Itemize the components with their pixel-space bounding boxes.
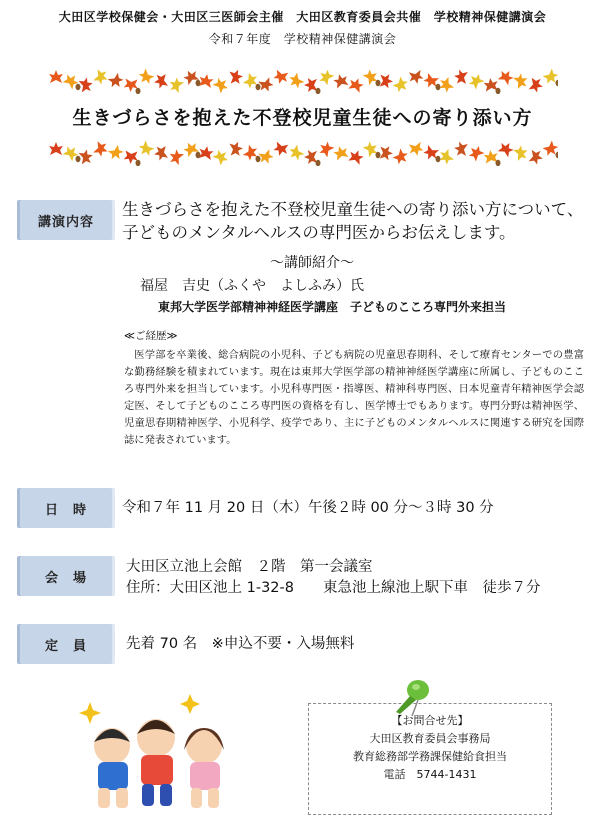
leaf-icon	[528, 149, 544, 166]
leaf-icon	[392, 148, 411, 166]
leaf-icon	[304, 78, 317, 92]
capacity-label: 定 員	[20, 624, 112, 664]
leaf-icon	[542, 68, 558, 87]
contact-phone: 電話 5744-1431	[383, 768, 477, 781]
leaf-icon	[513, 72, 530, 90]
leaf-icon	[229, 141, 243, 156]
leaf-icon	[380, 146, 394, 161]
capacity-value: 先着 70 名 ※申込不要・入場無料	[126, 636, 355, 652]
acorn-icon	[556, 80, 559, 86]
lecture-label: 講演内容	[20, 200, 112, 240]
leaf-icon	[347, 148, 365, 165]
leaf-icon	[392, 76, 411, 94]
leaf-icon	[466, 143, 485, 162]
leaf-icon	[513, 144, 530, 162]
acorn-icon	[136, 160, 141, 166]
leaf-icon	[93, 68, 110, 86]
leaf-icon	[136, 140, 155, 159]
leaf-icon	[497, 140, 516, 158]
leaf-icon	[453, 69, 468, 85]
venue-name: 大田区立池上会館 ２階 第一会議室	[126, 559, 373, 575]
acorn-icon	[496, 160, 501, 166]
acorn-icon	[316, 88, 321, 94]
leaf-icon	[316, 140, 335, 158]
acorn-icon	[136, 88, 141, 94]
leaf-icon	[136, 68, 155, 87]
leaf-icon	[198, 145, 214, 160]
leaf-icon	[49, 70, 63, 83]
leaf-icon	[107, 144, 126, 162]
acorn-icon	[376, 80, 381, 86]
acorn-icon	[76, 84, 81, 90]
acorn-icon	[256, 156, 261, 162]
acorn-icon	[376, 152, 381, 158]
leaf-icon	[528, 77, 544, 94]
leaf-icon	[212, 75, 231, 94]
venue-label: 会 場	[20, 556, 112, 596]
leaf-icon	[453, 141, 468, 157]
leaf-icon	[167, 148, 185, 166]
date-value: 令和７年 11 月 20 日（木）午後２時 00 分～３時 30 分	[122, 500, 494, 516]
leaf-icon	[212, 147, 231, 166]
date-label: 日 時	[20, 488, 112, 528]
pushpin-icon	[392, 676, 442, 718]
leaf-icon	[497, 68, 516, 86]
career-text: 医学部を卒業後、総合病院の小児科、子ども病院の児童思春期科、そして療育センターでの豊富な勤務経験を積まれています。現在は東邦大学医学部の精神神経医学講座に所属し、子どものこころ専門外来を担当しています。小児科専門医・指導医、精神科専門医、日本児童青年精神医学会認定医、そして子どものこころ専門医の資格を有し、医学博士でもあります。専門分野は精神医学、児童思春期精神医学、小児科学、疫学であり、主に子どものメンタルヘルスに関連する研究を国際誌に発表されています。	[124, 349, 584, 446]
leaf-icon	[198, 73, 214, 88]
leaf-icon	[78, 148, 94, 165]
leaf-icon	[78, 76, 94, 93]
contact-heading: 【お問合せ先】	[391, 714, 469, 727]
leaf-icon	[167, 76, 185, 94]
contact-box	[308, 703, 552, 815]
leaf-icon	[286, 72, 305, 91]
speaker-affiliation: 東邦大学医学部精神神経医学講座 子どものこころ専門外来担当	[158, 300, 507, 314]
leaf-icon	[347, 76, 365, 93]
leaf-icon	[229, 69, 243, 84]
contact-department: 教育総務部学務課保健給食担当	[353, 750, 507, 763]
autumn-leaves-icon	[48, 68, 558, 94]
acorn-icon	[556, 152, 559, 158]
leaf-icon	[332, 72, 349, 89]
acorn-icon	[76, 156, 81, 162]
career-heading: ≪ご経歴≫	[124, 330, 178, 342]
leaf-icon	[272, 69, 289, 85]
leaf-icon	[272, 141, 289, 157]
lecture-description: 生きづらさを抱えた不登校児童生徒への寄り添い方について、子どものメンタルヘルスの専門医からお伝えします。	[122, 200, 584, 242]
acorn-icon	[316, 160, 321, 166]
leaf-icon	[380, 74, 394, 89]
acorn-icon	[256, 84, 261, 90]
leaf-icon	[286, 144, 305, 163]
contact-office: 大田区教育委員会事務局	[369, 732, 491, 745]
leaf-icon	[542, 140, 558, 159]
leaf-icon	[153, 73, 168, 89]
leaf-icon	[93, 140, 110, 158]
speaker-intro-heading: ～講師紹介～	[270, 255, 354, 271]
acorn-icon	[496, 88, 501, 94]
leaf-icon	[408, 142, 424, 158]
leaf-icon	[466, 71, 485, 90]
venue-address: 住所：大田区池上 1-32-8 東急池上線池上駅下車 徒歩７分	[126, 580, 541, 596]
leaf-icon	[408, 70, 424, 86]
organizers-line: 大田区学校保健会・大田区三医師会主催 大田区教育委員会共催 学校精神保健講演会	[58, 10, 547, 24]
speaker-name: 福屋 吉史（ふくや よしふみ）氏	[140, 278, 364, 294]
leaf-icon	[153, 145, 168, 161]
acorn-icon	[436, 156, 441, 162]
running-children-icon	[70, 684, 240, 814]
autumn-leaves-icon	[48, 140, 558, 166]
leaf-icon	[332, 144, 349, 161]
page-title: 生きづらさを抱えた不登校児童生徒への寄り添い方	[72, 107, 533, 129]
year-title: 令和７年度 学校精神保健講演会	[208, 32, 397, 46]
leaf-icon	[304, 150, 317, 164]
acorn-icon	[436, 84, 441, 90]
leaf-icon	[107, 72, 126, 90]
leaf-icon	[49, 142, 63, 155]
leaf-icon	[316, 68, 335, 86]
